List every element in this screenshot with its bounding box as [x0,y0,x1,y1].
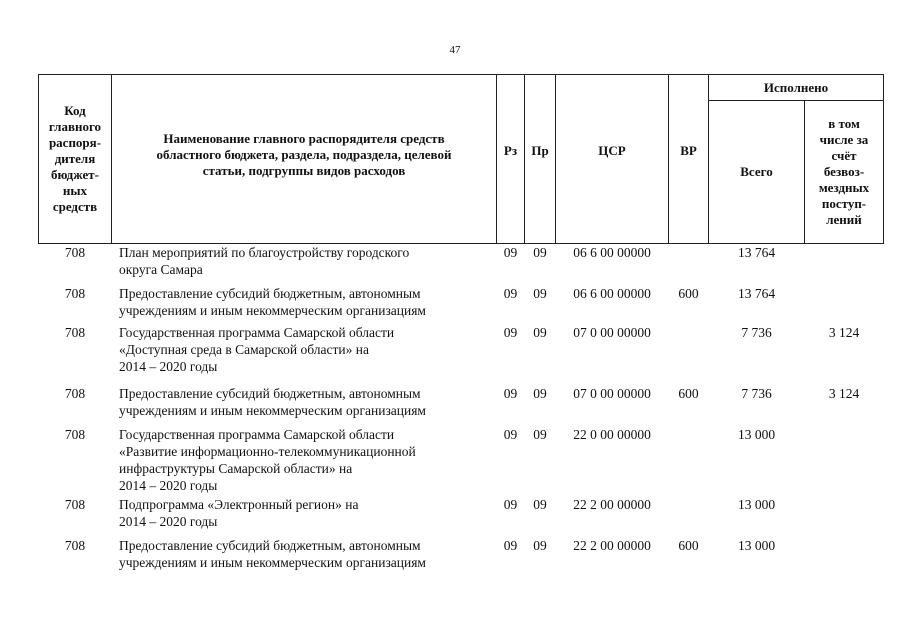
header-grant-line: в том [828,116,860,131]
row-name [119,244,409,278]
row-total: 13 000 [737,538,776,553]
row-code: 708 [64,286,86,301]
header-name-line: Наименование главного распорядителя средств [163,131,445,146]
header-grant-line: счёт [831,148,857,163]
row-name [119,285,426,319]
header-total: Всего [740,164,773,179]
header-grant-line: лений [826,212,862,227]
row-rz: 09 [503,427,518,442]
row-pr: 09 [533,538,547,553]
row-name-line: учреждениям и иным некоммерческим организациям [119,555,426,570]
header-grant-line: числе за [819,132,869,147]
row-name-line: 2014 – 2020 годы [119,359,218,374]
row-name-line: 2014 – 2020 годы [119,478,218,493]
row-total: 13 764 [737,286,776,301]
header-csr: ЦСР [598,143,626,158]
header-code-line: Код [64,103,86,118]
header-grant-line: мездных [818,180,870,195]
header-vr: ВР [680,143,697,158]
row-name [119,537,426,571]
row-name-line: округа Самара [119,262,203,277]
row-rz: 09 [503,286,518,301]
row-total: 7 736 [741,386,772,401]
row-name-line: План мероприятий по благоустройству городского [119,245,410,260]
row-csr: 06 6 00 00000 [573,245,651,260]
row-name-line: Государственная программа Самарской области [119,325,395,340]
row-rz: 09 [503,386,518,401]
row-code: 708 [64,325,86,340]
row-name-line: Предоставление субсидий бюджетным, автономным [119,538,421,553]
row-code: 708 [64,427,86,442]
row-total: 13 000 [737,497,776,512]
row-rz: 09 [503,497,518,512]
header-code-line: главного [48,119,102,134]
header-grant-line: поступ- [821,196,867,211]
header-code-line: распоря- [48,135,102,150]
header-code-line: средств [52,199,98,214]
row-rz: 09 [503,325,518,340]
header-code-line: бюджет- [50,167,99,182]
row-vr: 600 [678,286,699,301]
row-total: 13 764 [737,245,776,260]
header-code-line: дителя [54,151,96,166]
header-rz: Рз [503,143,518,158]
row-grant: 3 124 [828,325,860,340]
row-name-line: «Развитие информационно-телекоммуникационной [119,444,416,459]
row-pr: 09 [533,286,547,301]
row-csr: 22 2 00 00000 [573,497,651,512]
row-csr: 22 2 00 00000 [573,538,651,553]
row-csr: 07 0 00 00000 [573,386,651,401]
header-grant [805,101,883,243]
row-name [119,324,394,375]
row-code: 708 [64,386,86,401]
header-grant-line: безвоз- [823,164,865,179]
row-vr: 600 [678,386,699,401]
row-pr: 09 [533,325,547,340]
row-grant: 3 124 [828,386,860,401]
row-csr: 06 6 00 00000 [573,286,651,301]
row-total: 13 000 [737,427,776,442]
page-number: 47 [449,44,461,56]
row-name [119,496,358,530]
row-name-line: Государственная программа Самарской области [119,427,395,442]
row-name-line: Подпрограмма «Электронный регион» на [119,497,359,512]
row-total: 7 736 [741,325,772,340]
row-name [119,426,416,494]
row-code: 708 [64,538,86,553]
row-name-line: учреждениям и иным некоммерческим организациям [119,403,426,418]
header-name-line: областного бюджета, раздела, подраздела, целевой [156,147,452,162]
row-pr: 09 [533,427,547,442]
row-vr: 600 [678,538,699,553]
row-name [119,385,426,419]
header-name-line: статьи, подгруппы видов расходов [202,163,406,178]
row-pr: 09 [533,386,547,401]
row-csr: 07 0 00 00000 [573,325,651,340]
header-name [112,75,496,243]
row-rz: 09 [503,245,518,260]
header-pr: Пр [531,143,549,158]
row-name-line: «Доступная среда в Самарской области» на [119,342,369,357]
row-name-line: инфраструктуры Самарской области» на [119,461,353,476]
row-csr: 22 0 00 00000 [573,427,651,442]
row-name-line: Предоставление субсидий бюджетным, автономным [119,286,421,301]
row-code: 708 [64,497,86,512]
row-rz: 09 [503,538,518,553]
header-executed: Исполнено [763,79,829,95]
header-code-line: ных [62,183,88,198]
row-pr: 09 [533,245,547,260]
row-pr: 09 [533,497,547,512]
row-name-line: Предоставление субсидий бюджетным, автономным [119,386,421,401]
row-code: 708 [64,245,86,260]
header-code [39,75,111,243]
row-name-line: 2014 – 2020 годы [119,514,218,529]
row-name-line: учреждениям и иным некоммерческим организациям [119,303,426,318]
